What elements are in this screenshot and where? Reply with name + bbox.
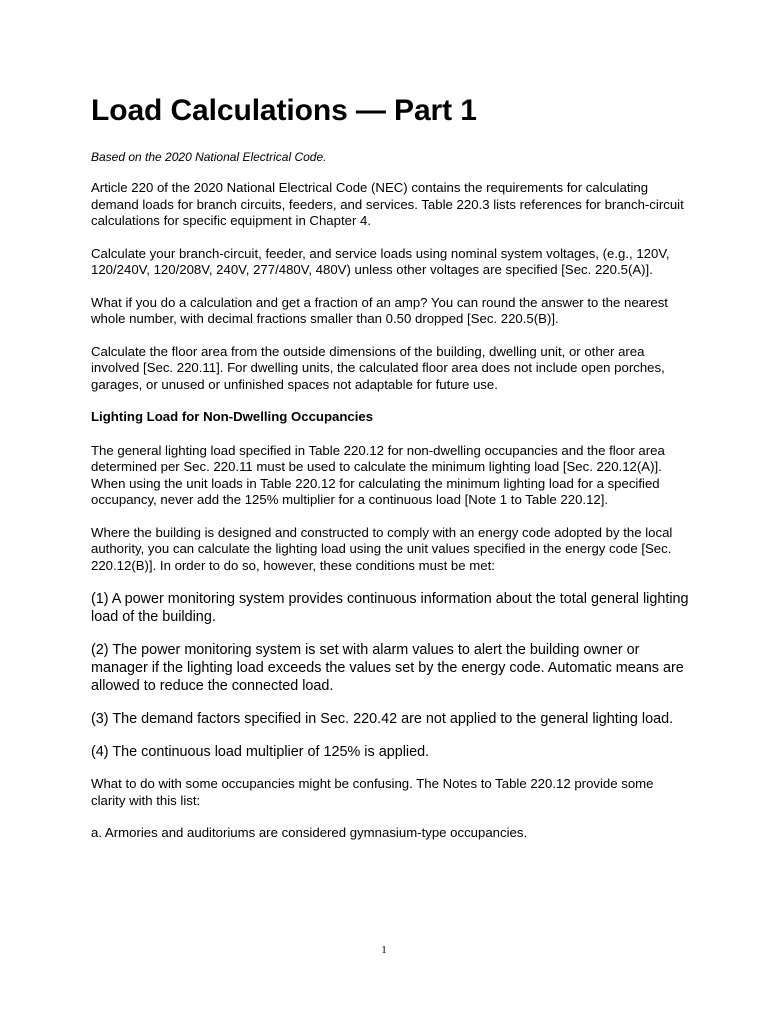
- page-number: 1: [381, 944, 387, 956]
- condition-2: (2) The power monitoring system is set with alarm values to alert the building owner or manager if the lighting load exceeds the values set by the energy code. Automatic means are allowed to reduce the connected load.: [91, 642, 684, 694]
- condition-3: (3) The demand factors specified in Sec. 220.42 are not applied to the general lighting load.: [91, 711, 674, 727]
- closing-paragraph-1: What to do with some occupancies might be confusing. The Notes to Table 220.12 provide some clarity with this list:: [91, 776, 654, 808]
- section-paragraph-1: The general lighting load specified in Table 220.12 for non-dwelling occupancies and the floor area determined per Sec. 220.11 must be used to calculate the minimum lighting load [Sec. 220.12(A)]. When using the unit loads in Table 220.12 for calculating the minimum lighting load for a specified occupancy, never add the 125% multiplier for a continuous load [Note 1 to Table 220.12].: [91, 442, 665, 507]
- condition-1: (1) A power monitoring system provides continuous information about the total general lighting load of the building.: [91, 591, 689, 625]
- condition-4: (4) The continuous load multiplier of 125% is applied.: [91, 744, 430, 760]
- intro-paragraph-2: Calculate your branch-circuit, feeder, and service loads using nominal system voltages, (e.g., 120V, 120/240V, 120/208V, 240V, 277/480V, 480V) unless other voltages are specified [Sec. 220.5(A)].: [91, 245, 670, 277]
- subtitle: Based on the 2020 National Electrical Code.: [91, 150, 327, 164]
- section-paragraph-2: Where the building is designed and constructed to comply with an energy code adopted by the local authority, you can calculate the lighting load using the unit values specified in the energy code [Sec. 220.12(B)]. In order to do so, however, these conditions must be met:: [91, 524, 673, 573]
- closing-paragraph-2: a. Armories and auditoriums are considered gymnasium-type occupancies.: [91, 825, 528, 840]
- page-content: [91, 92, 691, 858]
- section-heading: Lighting Load for Non-Dwelling Occupancies: [91, 409, 374, 424]
- intro-paragraph-3: What if you do a calculation and get a fraction of an amp? You can round the answer to the nearest whole number, with decimal fractions smaller than 0.50 dropped [Sec. 220.5(B)].: [91, 294, 668, 326]
- page-title: Load Calculations — Part 1: [91, 94, 477, 127]
- intro-paragraph-4: Calculate the floor area from the outside dimensions of the building, dwelling unit, or other area involved [Sec. 220.11]. For dwelling units, the calculated floor area does not include open porches, garages, or unused or unfinished spaces not adaptable for future use.: [91, 343, 665, 392]
- intro-paragraph-1: Article 220 of the 2020 National Electrical Code (NEC) contains the requirements for calculating demand loads for branch circuits, feeders, and services. Table 220.3 lists references for branch-circuit calculations for specific equipment in Chapter 4.: [91, 180, 684, 228]
